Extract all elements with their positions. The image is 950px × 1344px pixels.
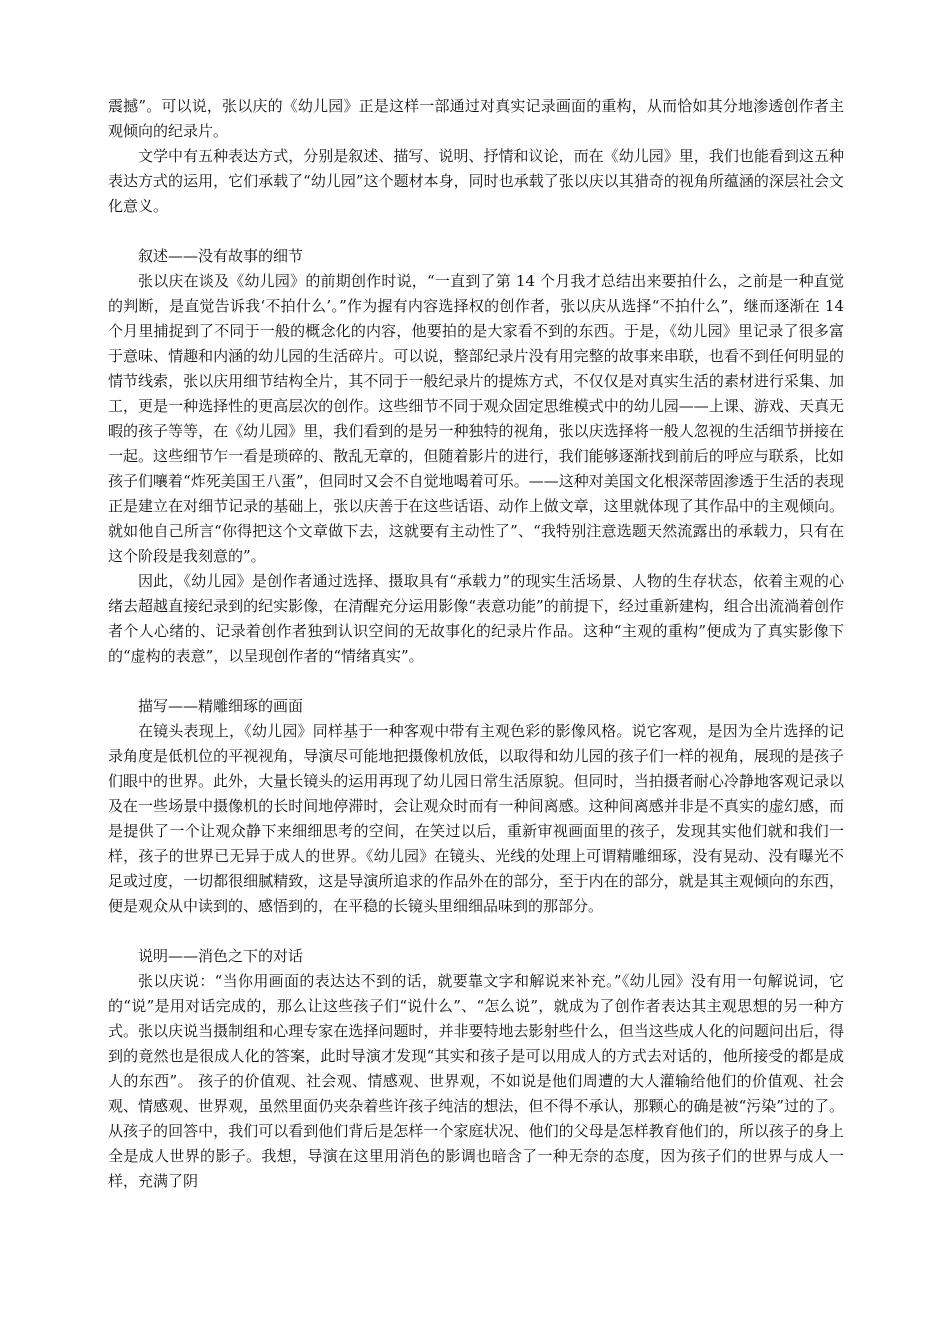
explanation-paragraph-1: 张以庆说：“当你用画面的表达达不到的话，就要靠文字和解说来补充。”《幼儿园》没有用一句解说词，它的“说”是用对话完成的，那么让这些孩子们“说什么”、“怎么说”，就成为了创作者表达其主观思想的另一种方式。张以庆说当摄制组和心理专家在选择问题时，并非要特地去影射些什么，但当这些成人化的问题问出后，得到的竟然也是很成人化的答案，此时导演才发现“其实和孩子是可以用成人的方式去对话的，他所接受的都是成人的东西”。 孩子的价值观、社会观、情感观、世界观，不如说是他们周遭的大人灌输给他们的价值观、社会观、情感观、世界观，虽然里面仍夹杂着些许孩子纯洁的想法，但不得不承认，那颗心的确是被“污染”过的了。从孩子的回答中，我们可以看到他们背后是怎样一个家庭状况、他们的父母是怎样教育他们的，所以孩子的身上全是成人世界的影子。我想，导演在这里用消色的影调也暗含了一种无奈的态度，因为孩子们的世界与成人一样，充满了阴	[108, 972, 844, 1190]
section-heading-description: 描写——精雕细琢的画面	[138, 697, 304, 715]
section-heading-narration: 叙述——没有故事的细节	[138, 247, 304, 265]
narration-paragraph-2: 因此，《幼儿园》是创作者通过选择、摄取具有“承载力”的现实生活场景、人物的生存状态，依着主观的心绪去超越直接纪录到的纪实影像，在清醒充分运用影像“表意功能”的前提下，经过重新建构，组合出流淌着创作者个人心绪的、记录着创作者独到认识空间的无故事化的纪录片作品。这种“主观的重构”便成为了真实影像下的“虚构的表意”，以呈现创作者的“情绪真实”。	[108, 572, 844, 665]
narration-paragraph-1: 张以庆在谈及《幼儿园》的前期创作时说，“一直到了第 14 个月我才总结出来要拍什么，之前是一种直觉的判断，是直觉告诉我‘不拍什么’。”作为握有内容选择权的创作者，张以庆从选择“不拍什么”，继而逐渐在 14 个月里捕捉到了不同于一般的概念化的内容，他要拍的是大家看不到的东西。于是，《幼儿园》里记录了很多富于意味、情趣和内涵的幼儿园的生活碎片。可以说，整部纪录片没有用完整的故事来串联，也看不到任何明显的情节线索，张以庆用细节结构全片，其不同于一般纪录片的提炼方式，不仅仅是对真实生活的素材进行采集、加工，更是一种选择性的更高层次的创作。这些细节不同于观众固定思维模式中的幼儿园——上课、游戏、天真无暇的孩子等等，在《幼儿园》里，我们看到的是另一种独特的视角，张以庆选择将一般人忽视的生活细节拼接在一起。这些细节乍一看是琐碎的、散乱无章的，但随着影片的进行，我们能够逐渐找到前后的呼应与联系，比如孩子们嚷着“炸死美国王八蛋”，但同时又会不自觉地喝着可乐。——这种对美国文化根深蒂固渗透于生活的表现正是建立在对细节记录的基础上，张以庆善于在这些话语、动作上做文章，这里就体现了其作品中的主观倾向。就如他自己所言“你得把这个文章做下去，这就要有主动性了”、“我特别注意选题天然流露出的承载力，只有在这个阶段是我刻意的”。	[108, 272, 844, 565]
section-spacer	[108, 919, 844, 944]
section-heading-explanation: 说明——消色之下的对话	[138, 947, 304, 965]
section-spacer	[108, 219, 844, 244]
description-paragraph-1: 在镜头表现上，《幼儿园》同样基于一种客观中带有主观色彩的影像风格。说它客观，是因为全片选择的记录角度是低机位的平视视角，导演尽可能地把摄像机放低，以取得和幼儿园的孩子们一样的视角，展现的是孩子们眼中的世界。此外，大量长镜头的运用再现了幼儿园日常生活原貌。但同时，当拍摄者耐心冷静地客观记录以及在一些场景中摄像机的长时间地停滞时，会让观众时而有一种间离感。这种间离感并非是不真实的虚幻感，而是提供了一个让观众静下来细细思考的空间，在笑过以后，重新审视画面里的孩子，发现其实他们就和我们一样，孩子的世界已无异于成人的世界。《幼儿园》在镜头、光线的处理上可谓精雕细琢，没有晃动、没有曝光不足或过度，一切都很细腻精致，这是导演所追求的作品外在的部分，至于内在的部分，就是其主观倾向的东西，便是观众从中读到的、感悟到的，在平稳的长镜头里细细品味到的那部分。	[108, 722, 844, 915]
section-spacer	[108, 669, 844, 694]
intro-paragraph-continued: 震撼”。可以说，张以庆的《幼儿园》正是这样一部通过对真实记录画面的重构，从而恰如其分地渗透创作者主观倾向的纪录片。	[108, 97, 844, 140]
intro-paragraph: 文学中有五种表达方式，分别是叙述、描写、说明、抒情和议论，而在《幼儿园》里，我们也能看到这五种表达方式的运用，它们承载了“幼儿园”这个题材本身，同时也承载了张以庆以其猎奇的视角所蕴涵的深层社会文化意义。	[108, 147, 844, 215]
document-page	[108, 94, 844, 1194]
